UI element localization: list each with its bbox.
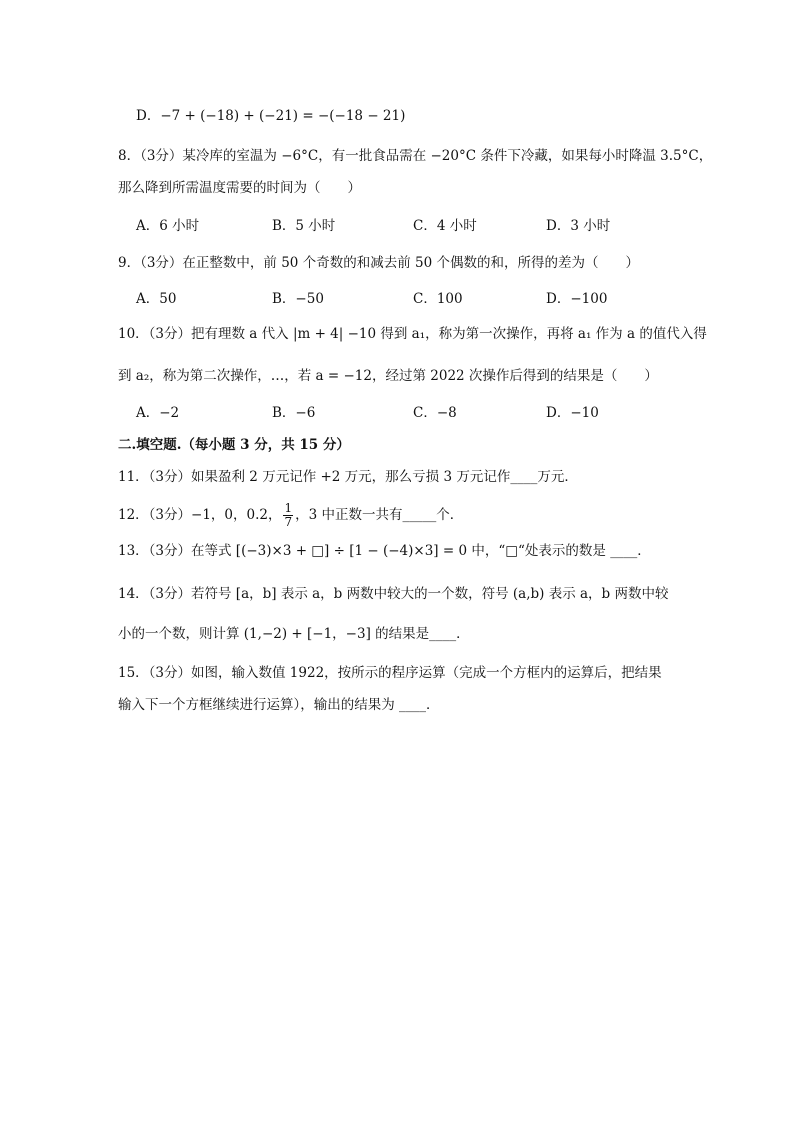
q15-line2: 输入下一个方框继续进行运算），输出的结果为 ____． (118, 697, 440, 713)
q12-line1 (118, 502, 463, 529)
q8-line2: 那么降到所需温度需要的时间为（ ） (118, 180, 361, 196)
q9-option-a: A．50 (136, 291, 177, 307)
q12-fraction (283, 502, 293, 529)
q8-line1: 8．（3分）某冷库的室温为 −6°C，有一批食品需在 −20°C 条件下冷藏，如果每小时降温 3.5°C， (118, 148, 713, 164)
q9-option-b: B．−50 (272, 291, 324, 307)
q7-option-d: D．−7 + (−18) + (−21) = −(−18 − 21) (136, 108, 406, 124)
q15-line1: 15．（3分）如图，输入数值 1922，按所示的程序运算（完成一个方框内的运算后，把结果 (118, 665, 662, 681)
q10-line2: 到 a₂，称为第二次操作，…，若 a = −12，经过第 2022 次操作后得到的结果是（ ） (118, 368, 658, 384)
q10-line1: 10．（3分）把有理数 a 代入 |m + 4| −10 得到 a₁，称为第一次操作，再将 a₁ 作为 a 的值代入得 (118, 326, 707, 342)
section2-title: 二.填空题.（每小题 3 分，共 15 分） (118, 437, 350, 453)
q12-prefix: 12．（3分）−1，0，0.2， (118, 507, 282, 523)
q8-option-b: B．5 小时 (272, 218, 336, 234)
q9-line1: 9．（3分）在正整数中，前 50 个奇数的和减去前 50 个偶数的和，所得的差为（ ） (118, 255, 639, 271)
q13-line1: 13．（3分）在等式 [(−3)×3 + □] ÷ [1 − (−4)×3] = 0 中，“□“处表示的数是 ____． (118, 543, 651, 559)
q8-option-a: A．6 小时 (136, 218, 200, 234)
q10-option-b: B．−6 (272, 405, 316, 421)
q8-option-c: C．4 小时 (413, 218, 477, 234)
q12-frac-den: 7 (284, 515, 293, 529)
q9-option-d: D．−100 (546, 291, 608, 307)
q9-option-c: C．100 (413, 291, 463, 307)
q12-suffix: ，3 中正数一共有_____个． (295, 507, 464, 523)
q12-frac-num: 1 (284, 501, 293, 515)
q10-option-c: C．−8 (413, 405, 457, 421)
q10-option-d: D．−10 (546, 405, 599, 421)
q11-line1: 11．（3分）如果盈利 2 万元记作 +2 万元，那么亏损 3 万元记作____万元． (118, 469, 578, 485)
q10-option-a: A．−2 (136, 405, 180, 421)
q14-line1: 14．（3分）若符号 [a，b] 表示 a，b 两数中较大的一个数，符号 (a,b) 表示 a，b 两数中较 (118, 586, 669, 602)
q8-option-d: D．3 小时 (546, 218, 611, 234)
q14-line2: 小的一个数，则计算 (1,−2) + [−1，−3] 的结果是____． (118, 626, 470, 642)
